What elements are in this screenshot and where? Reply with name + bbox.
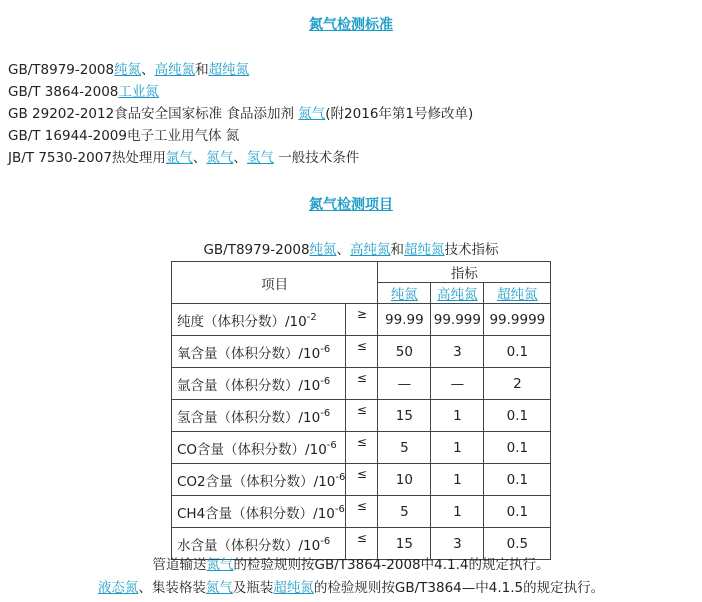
row-item-exponent: -6	[335, 471, 346, 483]
footer-link-nitrogen-gas[interactable]: 氮气	[206, 557, 234, 573]
row-symbol: ≤	[346, 432, 378, 464]
separator: 和	[195, 62, 209, 78]
table-header-row	[172, 262, 551, 283]
standard-line-5	[8, 149, 359, 167]
footer-text: 、集装格装	[138, 580, 206, 596]
row-item-exponent: -6	[334, 503, 345, 515]
row-item-label: 纯度（体积分数）/10	[177, 313, 307, 330]
row-symbol: ≤	[346, 336, 378, 368]
table-row	[172, 496, 551, 528]
footer-text: 管道输送	[152, 557, 207, 573]
footer-text: 及瓶装	[232, 580, 274, 596]
caption-code: GB/T8979-2008	[203, 242, 310, 258]
value-high-purity: 1	[431, 496, 484, 528]
row-item-label: 水含量（体积分数）/10	[177, 537, 321, 554]
value-pure: 15	[378, 528, 431, 560]
value-pure: 10	[378, 464, 431, 496]
row-item-label: CO2含量（体积分数）/10	[177, 473, 336, 490]
link-ultra-pure-nitrogen[interactable]: 超纯氮	[208, 62, 250, 78]
value-ultra-pure: 2	[484, 368, 551, 400]
row-item-exponent: -6	[320, 407, 331, 419]
table-row	[172, 304, 551, 336]
value-ultra-pure: 0.1	[484, 336, 551, 368]
footer-note-2	[0, 576, 702, 596]
row-item-label: 氢含量（体积分数）/10	[177, 409, 321, 426]
footer-note-1	[0, 553, 702, 573]
header-index: 指标	[378, 262, 551, 283]
standard-line-3	[8, 105, 473, 123]
value-high-purity: 99.999	[431, 304, 484, 336]
table-row	[172, 432, 551, 464]
separator: 、	[192, 150, 207, 166]
row-item-label: CH4含量（体积分数）/10	[177, 505, 335, 522]
value-pure: 5	[378, 496, 431, 528]
row-symbol: ≤	[346, 368, 378, 400]
link-hydrogen-gas[interactable]: 氢气	[246, 150, 274, 166]
value-pure: 5	[378, 432, 431, 464]
row-symbol: ≤	[346, 496, 378, 528]
row-item	[172, 496, 346, 528]
value-pure: 50	[378, 336, 431, 368]
row-item-label: CO含量（体积分数）/10	[177, 441, 327, 458]
row-item-exponent: -6	[320, 535, 331, 547]
value-high-purity: 1	[431, 464, 484, 496]
value-pure: 99.99	[378, 304, 431, 336]
row-symbol: ≤	[346, 528, 378, 560]
value-ultra-pure: 99.9999	[484, 304, 551, 336]
table-row	[172, 464, 551, 496]
caption-link-ultra-pure-nitrogen[interactable]: 超纯氮	[404, 242, 445, 258]
value-ultra-pure: 0.1	[484, 432, 551, 464]
value-high-purity: 1	[431, 432, 484, 464]
separator: 、	[336, 242, 351, 258]
row-item-exponent: -2	[306, 311, 317, 323]
link-high-purity-nitrogen[interactable]: 高纯氮	[154, 62, 196, 78]
row-item	[172, 304, 346, 336]
grade-pure[interactable]	[378, 283, 431, 304]
standard-code: GB/T 3864-2008	[8, 84, 119, 100]
standard-line-1	[8, 61, 249, 79]
separator: 和	[390, 242, 405, 258]
separator: 、	[141, 62, 155, 78]
section-title-test-items[interactable]: 氮气检测项目	[309, 197, 393, 213]
value-pure: 15	[378, 400, 431, 432]
caption-suffix: 技术指标	[444, 242, 499, 258]
footer-link-nitrogen-gas-2[interactable]: 氮气	[205, 580, 233, 596]
grade-link[interactable]: 超纯氮	[497, 287, 538, 303]
standard-suffix: 一般技术条件	[273, 150, 360, 166]
link-industrial-nitrogen[interactable]: 工业氮	[118, 84, 159, 100]
standard-line-4: GB/T 16944-2009电子工业用气体 氮	[8, 128, 240, 144]
row-item-exponent: -6	[326, 439, 337, 451]
table-row	[172, 400, 551, 432]
grade-ultra-pure[interactable]	[484, 283, 551, 304]
row-symbol: ≤	[346, 400, 378, 432]
row-item	[172, 432, 346, 464]
section-title-standards[interactable]: 氮气检测标准	[309, 17, 393, 33]
grade-link[interactable]: 纯氮	[390, 287, 418, 303]
standard-line-2	[8, 83, 159, 101]
value-ultra-pure: 0.1	[484, 464, 551, 496]
footer-text: 的检验规则按GB/T3864-2008中4.1.4的规定执行。	[233, 557, 550, 573]
link-nitrogen-gas[interactable]: 氮气	[298, 106, 326, 122]
header-item: 项目	[172, 262, 378, 304]
value-high-purity: 3	[431, 528, 484, 560]
footer-link-ultra-pure-nitrogen[interactable]: 超纯氮	[273, 580, 314, 596]
row-item	[172, 336, 346, 368]
row-item-exponent: -6	[320, 343, 331, 355]
footer-text: 的检验规则按GB/T3864—中4.1.5的规定执行。	[313, 580, 605, 596]
value-high-purity: 1	[431, 400, 484, 432]
link-argon-gas[interactable]: 氩气	[165, 150, 193, 166]
value-high-purity: —	[431, 368, 484, 400]
value-high-purity: 3	[431, 336, 484, 368]
value-ultra-pure: 0.1	[484, 496, 551, 528]
footer-link-liquid-nitrogen[interactable]: 液态氮	[97, 580, 139, 596]
row-symbol: ≥	[346, 304, 378, 336]
spec-table	[171, 261, 551, 560]
row-item	[172, 400, 346, 432]
value-ultra-pure: 0.1	[484, 400, 551, 432]
grade-high-purity[interactable]	[431, 283, 484, 304]
row-symbol: ≤	[346, 464, 378, 496]
table-row	[172, 336, 551, 368]
value-pure: —	[378, 368, 431, 400]
value-ultra-pure: 0.5	[484, 528, 551, 560]
standard-code: JB/T 7530-2007热处理用	[8, 150, 166, 166]
standard-code: GB/T8979-2008	[8, 62, 115, 78]
row-item-label: 氩含量（体积分数）/10	[177, 377, 321, 394]
row-item	[172, 464, 346, 496]
row-item	[172, 368, 346, 400]
separator: 、	[233, 150, 247, 166]
link-pure-nitrogen[interactable]: 纯氮	[114, 62, 142, 78]
link-nitrogen-gas-2[interactable]: 氮气	[206, 150, 234, 166]
grade-link[interactable]: 高纯氮	[437, 287, 478, 303]
caption-link-high-purity-nitrogen[interactable]: 高纯氮	[350, 242, 391, 258]
row-item-exponent: -6	[320, 375, 331, 387]
standard-note: (附2016年第1号修改单)	[325, 106, 474, 122]
table-caption	[0, 238, 702, 258]
row-item-label: 氧含量（体积分数）/10	[177, 345, 321, 362]
caption-link-pure-nitrogen[interactable]: 纯氮	[309, 242, 337, 258]
table-row	[172, 368, 551, 400]
standard-code: GB 29202-2012食品安全国家标准 食品添加剂	[8, 106, 299, 122]
